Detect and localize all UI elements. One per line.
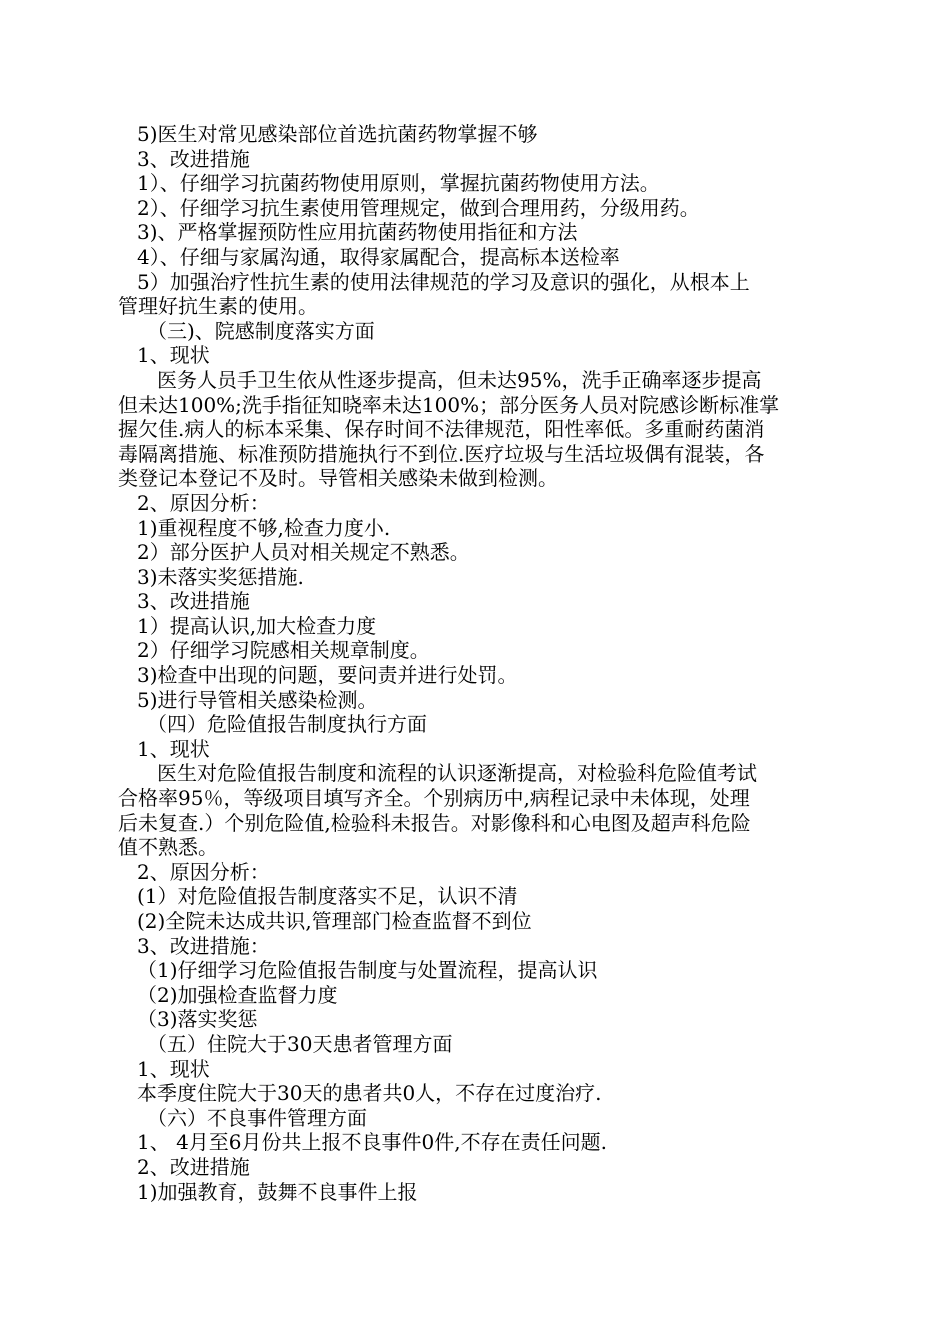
text-line: 1)加强教育，鼓舞不良事件上报 (137, 1179, 418, 1204)
text-line: (2)全院未达成共识,管理部门检查监督不到位 (137, 909, 532, 933)
text-line: （2)加强检查监督力度 (137, 982, 338, 1007)
text-line: 类登记本登记不及时。导管相关感染未做到检测。 (118, 466, 558, 491)
text-line: 1）提高认识,加大检查力度 (137, 613, 377, 638)
text-line: 医生对危险值报告制度和流程的认识逐渐提高，对检验科危险值考试 (157, 761, 757, 786)
text-line: 1、现状 (137, 736, 210, 761)
text-line: 1、 4月至6月份共上报不良事件0件,不存在责任问题. (137, 1130, 607, 1155)
text-line: 5)医生对常见感染部位首选抗菌药物掌握不够 (137, 122, 538, 146)
text-line: 3、改进措施 (137, 146, 250, 171)
text-line: 1、现状 (137, 1056, 210, 1081)
text-line: （1)仔细学习危险值报告制度与处置流程，提高认识 (137, 958, 598, 983)
text-line: 1、现状 (137, 343, 210, 368)
section-heading: （三)、院感制度落实方面 (147, 318, 375, 343)
text-line: 1)重视程度不够,检查力度小. (137, 515, 391, 540)
text-line: 毒隔离措施、标准预防措施执行不到位.医疗垃圾与生活垃圾偶有混装，各 (118, 441, 765, 466)
text-line: 握欠佳.病人的标本采集、保存时间不法律规范，阳性率低。多重耐药菌消 (118, 417, 765, 442)
text-line: 3)检查中出现的问题，要问责并进行处罚。 (137, 663, 518, 688)
text-line: 本季度住院大于30天的患者共0人，不存在过度治疗. (137, 1081, 602, 1106)
section-heading: （四）危险值报告制度执行方面 (147, 712, 427, 737)
text-line: （3)落实奖惩 (137, 1007, 258, 1032)
text-line: 5)进行导管相关感染检测。 (137, 687, 378, 712)
text-line: 值不熟悉。 (118, 835, 218, 860)
text-line: 3、改进措施： (137, 933, 270, 958)
text-line: 合格率95％，等级项目填写齐全。个别病历中,病程记录中未体现，处理 (118, 786, 750, 811)
text-line: 3、改进措施 (137, 589, 250, 614)
section-heading: （六）不良事件管理方面 (147, 1105, 367, 1130)
text-line: 3)未落实奖惩措施. (137, 564, 304, 589)
text-line: 2、原因分析： (137, 859, 270, 884)
text-line: 1）、仔细学习抗菌药物使用原则，掌握抗菌药物使用方法。 (137, 171, 660, 196)
text-line: 2）部分医护人员对相关规定不熟悉。 (137, 540, 470, 565)
text-line: 2）、仔细学习抗生素使用管理规定，做到合理用药，分级用药。 (137, 195, 700, 220)
text-line: 2、原因分析： (137, 490, 270, 515)
section-heading: （五）住院大于30天患者管理方面 (147, 1031, 453, 1056)
text-line: 2）仔细学习院感相关规章制度。 (137, 638, 430, 663)
text-line: (1）对危险值报告制度落实不足，认识不清 (137, 884, 518, 909)
text-line: 5）加强治疗性抗生素的使用法律规范的学习及意识的强化，从根本上 (137, 269, 750, 294)
document-body (118, 122, 840, 1204)
text-line: 管理好抗生素的使用。 (118, 294, 318, 319)
text-line: 医务人员手卫生依从性逐步提高，但未达95%，洗手正确率逐步提高 (157, 367, 762, 392)
text-line: 后未复查.）个别危险值,检验科未报告。对影像科和心电图及超声科危险 (118, 810, 751, 835)
text-line: 3)、严格掌握预防性应用抗菌药物使用指征和方法 (137, 220, 578, 245)
text-line: 2、改进措施 (137, 1154, 250, 1179)
text-line: 但未达100%;洗手指征知晓率未达100%；部分医务人员对院感诊断标准掌 (118, 392, 780, 417)
text-line: 4）、仔细与家属沟通，取得家属配合，提高标本送检率 (137, 244, 620, 269)
